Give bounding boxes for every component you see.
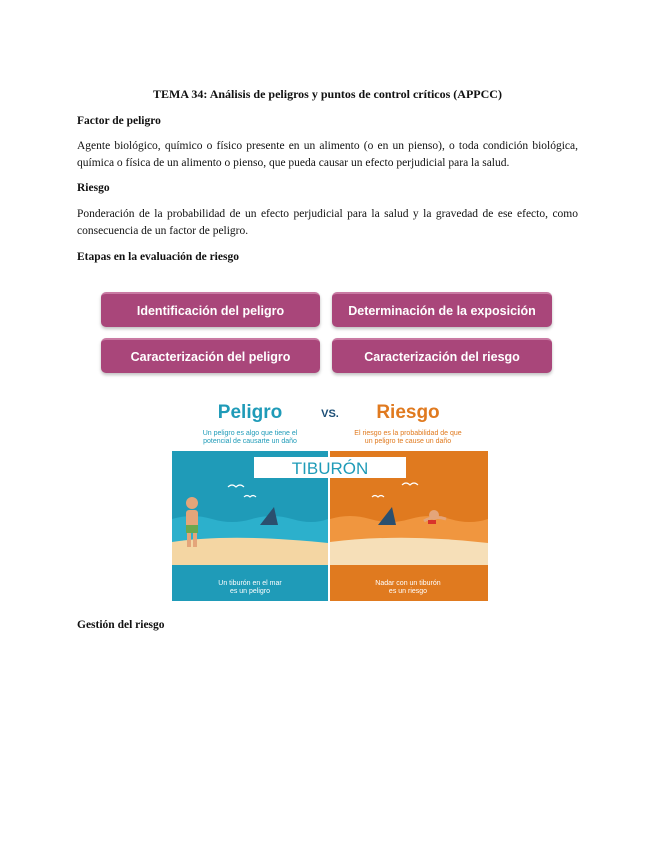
factor-heading: Factor de peligro — [77, 115, 161, 127]
stage-identificacion: Identificación del peligro — [101, 292, 320, 327]
factor-text: Agente biológico, químico o físico presente en un alimento (o en un pienso), o toda condición biológica, química o física de un alimento o pienso, que pueda causar un efecto perjudicial para la salud. — [77, 140, 578, 169]
peligro-caption-1: Un tiburón en el mar — [218, 580, 282, 587]
stage-caracterizacion-peligro: Caracterización del peligro — [101, 338, 320, 373]
gestion-heading: Gestión del riesgo — [77, 619, 165, 631]
stage-exposicion: Determinación de la exposición — [332, 292, 552, 327]
riesgo-caption-1: Nadar con un tiburón — [375, 580, 441, 587]
stage-caracterizacion-riesgo: Caracterización del riesgo — [332, 338, 552, 373]
sand-right — [330, 538, 488, 565]
peligro-title: Peligro — [217, 402, 283, 423]
peligro-vs-riesgo-infographic — [172, 397, 488, 601]
peligro-caption-2: es un peligro — [229, 588, 271, 595]
peligro-subtitle-1: Un peligro es algo que tiene el — [202, 430, 298, 437]
peligro-subtitle-2: potencial de causarte un daño — [203, 438, 297, 445]
riesgo-text: Ponderación de la probabilidad de un efecto perjudicial para la salud y la gravedad de ese efecto, como consecuencia de un factor de peligro. — [77, 208, 578, 237]
riesgo-title: Riesgo — [376, 402, 440, 423]
vs-label: VS. — [321, 408, 339, 420]
riesgo-subtitle-2: un peligro te cause un daño — [364, 438, 452, 445]
page-title: TEMA 34: Análisis de peligros y puntos de control críticos (APPCC) — [153, 87, 502, 101]
riesgo-heading: Riesgo — [77, 182, 110, 194]
tiburon-label: TIBURÓN — [291, 459, 369, 478]
etapas-heading: Etapas en la evaluación de riesgo — [77, 251, 239, 263]
riesgo-subtitle-1: El riesgo es la probabilidad de que — [354, 430, 462, 437]
riesgo-caption-2: es un riesgo — [388, 588, 428, 595]
